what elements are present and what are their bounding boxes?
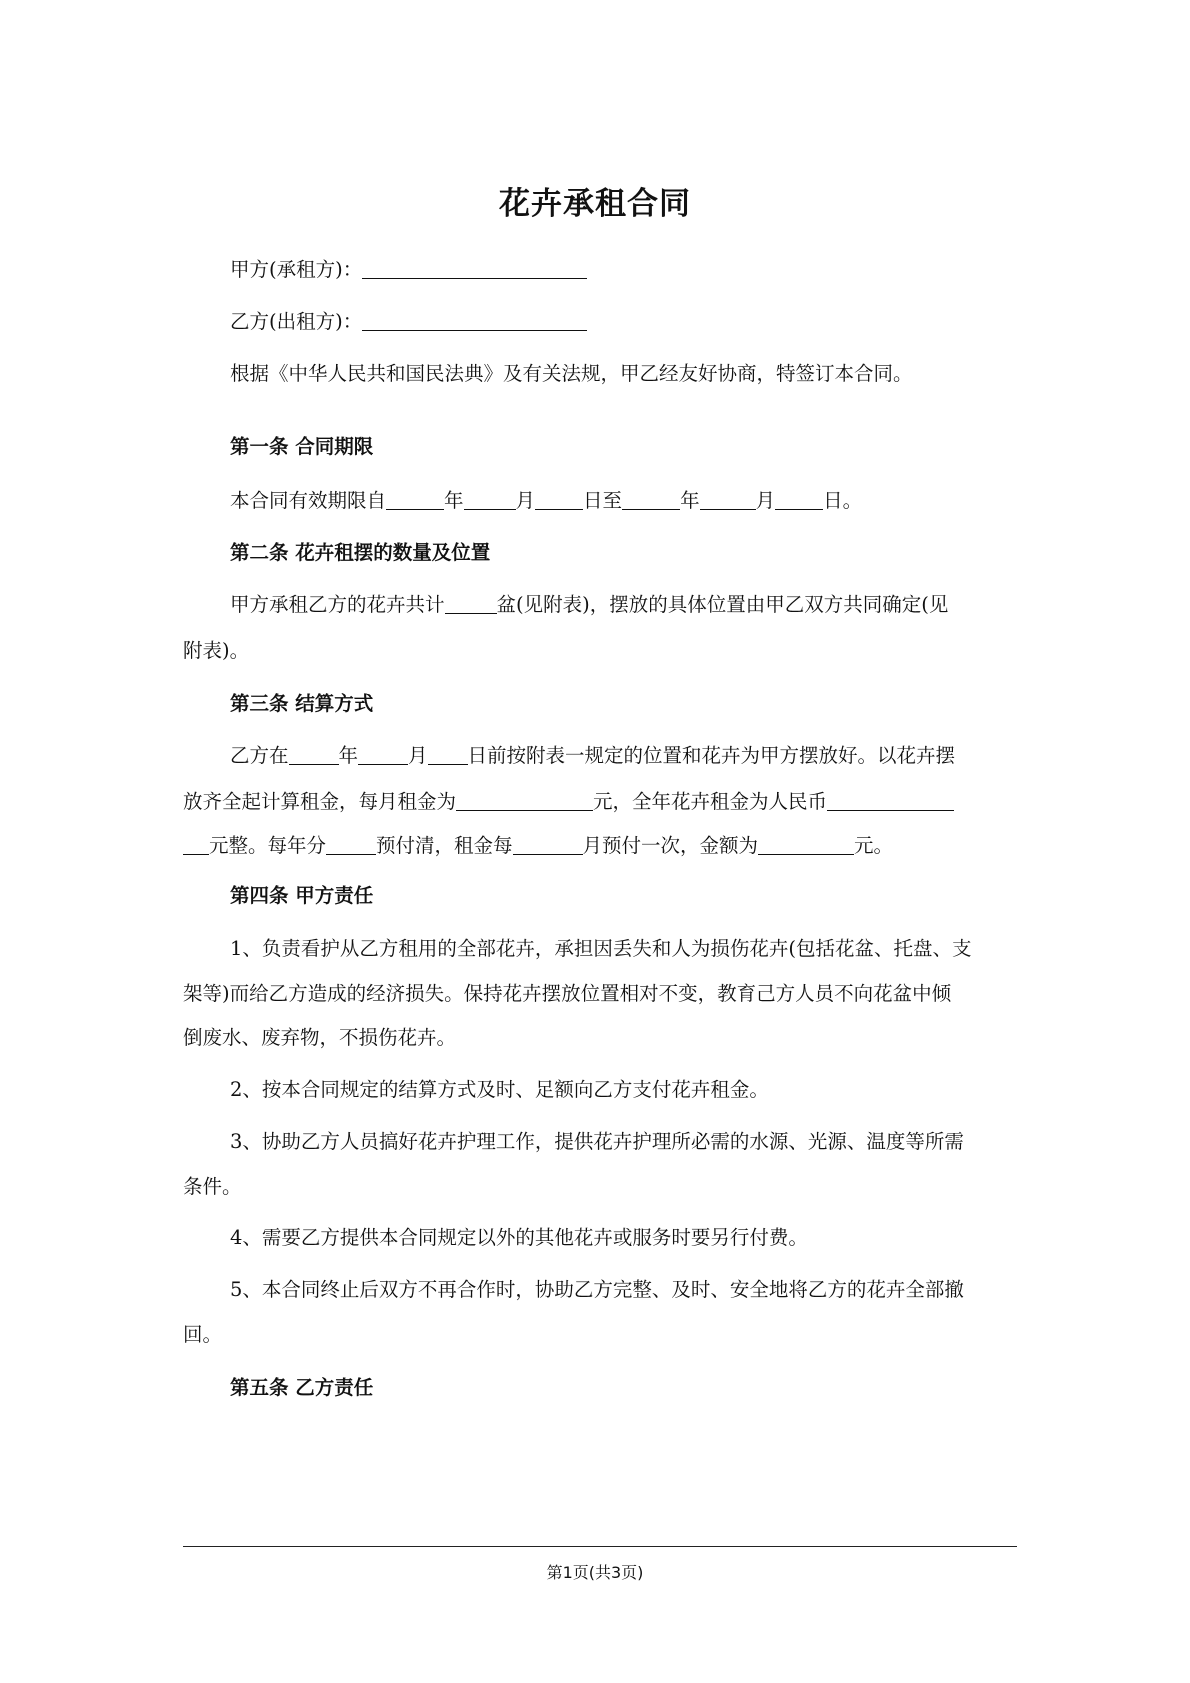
party-b-blank[interactable]	[362, 310, 587, 331]
article-1-term-line	[230, 485, 862, 513]
article-4-item-4: 4、需要乙方提供本合同规定以外的其他花卉或服务时要另行付费。	[230, 1226, 808, 1249]
month-text: 月	[515, 489, 536, 512]
article-4-item-1-line-3: 倒废水、废弃物，不损伤花卉。	[183, 1026, 457, 1049]
installments-text: 元整。每年分	[209, 834, 327, 857]
document-title: 花卉承租合同	[499, 186, 691, 222]
term-text-start: 本合同有效期限自	[230, 489, 387, 512]
article-4-item-1-line-2: 架等)而给乙方造成的经济损失。保持花卉摆放位置相对不变，教育己方人员不向花盆中倾	[183, 982, 952, 1005]
article-4-item-5-line-2: 回。	[183, 1323, 223, 1346]
amount-text: 月预付一次，金额为	[582, 834, 759, 857]
settle-text-2: 日前按附表一规定的位置和花卉为甲方摆放好。以花卉摆	[467, 744, 956, 767]
setup-day-blank[interactable]	[428, 744, 468, 765]
party-a-line	[230, 254, 587, 282]
party-a-label: 甲方(承租方)：	[230, 258, 363, 281]
article-4-item-5-line-1: 5、本合同终止后双方不再合作时，协助乙方完整、及时、安全地将乙方的花卉全部撤	[230, 1278, 964, 1301]
setup-year-blank[interactable]	[289, 744, 339, 765]
article-1-heading: 第一条 合同期限	[230, 435, 374, 458]
article-2-line-2: 附表)。	[183, 639, 250, 662]
start-month-blank[interactable]	[464, 489, 516, 510]
article-3-heading: 第三条 结算方式	[230, 692, 374, 715]
annual-rent-blank-cont[interactable]	[183, 834, 209, 855]
start-day-blank[interactable]	[535, 489, 583, 510]
party-a-blank[interactable]	[362, 258, 587, 279]
monthly-rent-blank[interactable]	[456, 790, 593, 811]
year-text: 年	[444, 489, 464, 512]
monthly-rent-text: 放齐全起计算租金，每月租金为	[183, 790, 457, 813]
page-number: 第1页(共3页)	[546, 1563, 644, 1582]
intro-paragraph: 根据《中华人民共和国民法典》及有关法规，甲乙经友好协商，特签订本合同。	[230, 362, 913, 385]
party-b-label: 乙方(出租方)：	[230, 310, 363, 333]
article-4-item-2: 2、按本合同规定的结算方式及时、足额向乙方支付花卉租金。	[230, 1078, 769, 1101]
annual-rent-blank[interactable]	[827, 790, 954, 811]
article-4-heading: 第四条 甲方责任	[230, 884, 374, 907]
year-text: 年	[338, 744, 359, 767]
prepay-months-blank[interactable]	[513, 834, 583, 855]
start-year-blank[interactable]	[386, 489, 444, 510]
article-3-line-3	[183, 830, 893, 858]
article-4-item-1-line-1: 1、负责看护从乙方租用的全部花卉，承担因丢失和人为损伤花卉(包括花盆、托盘、支	[230, 937, 972, 960]
setup-month-blank[interactable]	[358, 744, 408, 765]
article-4-item-3-line-1: 3、协助乙方人员搞好花卉护理工作，提供花卉护理所必需的水源、光源、温度等所需	[230, 1130, 964, 1153]
pots-text-2: 盆(见附表)，摆放的具体位置由甲乙双方共同确定(见	[496, 593, 949, 616]
amount-blank[interactable]	[758, 834, 854, 855]
end-year-blank[interactable]	[622, 489, 680, 510]
day-to-text: 日至	[583, 489, 623, 512]
end-day-blank[interactable]	[775, 489, 823, 510]
article-4-item-3-line-2: 条件。	[183, 1175, 242, 1198]
annual-rent-text: 元，全年花卉租金为人民币	[593, 790, 828, 813]
month-text: 月	[755, 489, 776, 512]
article-2-heading: 第二条 花卉租摆的数量及位置	[230, 541, 491, 564]
article-5-heading: 第五条 乙方责任	[230, 1376, 374, 1399]
article-2-line-1	[230, 589, 948, 617]
month-text: 月	[408, 744, 428, 767]
installments-blank[interactable]	[326, 834, 376, 855]
end-month-blank[interactable]	[700, 489, 756, 510]
article-3-line-1	[230, 740, 955, 768]
prepay-text: 预付清，租金每	[376, 834, 513, 857]
article-3-line-2	[183, 786, 954, 814]
pots-text: 甲方承租乙方的花卉共计	[230, 593, 445, 616]
year-text: 年	[680, 489, 700, 512]
yuan-text: 元。	[854, 834, 894, 857]
settle-text: 乙方在	[230, 744, 289, 767]
party-b-line	[230, 306, 587, 334]
pots-count-blank[interactable]	[445, 593, 497, 614]
footer-divider	[183, 1546, 1017, 1547]
day-end-text: 日。	[823, 489, 863, 512]
